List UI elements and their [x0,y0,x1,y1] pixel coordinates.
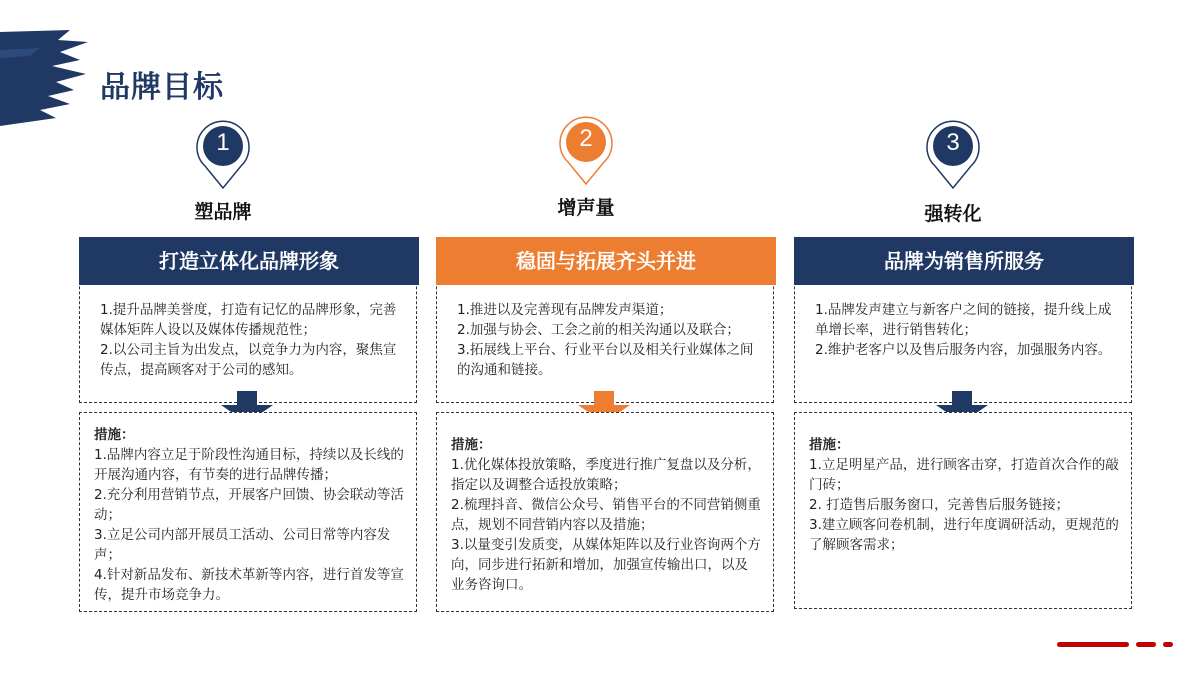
description-text-2: 1.推进以及完善现有品牌发声渠道； 2.加强与协会、工会之前的相关沟通以及联合； 3.拓展线上平台、行业平台以及相关行业媒体之间的沟通和链接。 [457,302,754,378]
measures-box-2 [436,412,774,612]
header-banner-2: 稳固与拓展齐头并进 [436,237,776,285]
measures-box-1 [79,412,417,612]
pin-number-2: 2 [579,125,593,152]
header-banner-1: 打造立体化品牌形象 [79,237,419,285]
measures-title-2: 措施： [451,437,492,453]
measures-title-1: 措施： [94,427,135,443]
pin-marker-1 [193,118,253,190]
red-line-decoration [1057,642,1129,647]
pin-marker-2 [556,114,616,186]
page-title: 品牌目标 [100,70,224,105]
measures-text-1: 1.品牌内容立足于阶段性沟通目标，持续以及长线的开展沟通内容，有节奏的进行品牌传播； 2.充分利用营销节点，开展客户回馈、协会联动等活动； 3.立足公司内部开展员工活动、公司日常等内容发声； 4.针对新品发布、新技术革新等内容，进行首发等宣传，提升市场竞争力。 [94,447,404,603]
pillar-label-1: 塑品牌 [194,201,252,223]
pin-number-3: 3 [946,129,960,156]
measures-text-2: 1.优化媒体投放策略，季度进行推广复盘以及分析，指定以及调整合适投放策略； 2.梳理抖音、微信公众号、销售平台的不同营销侧重点，规划不同营销内容以及措施； 3.以量变引发质变，从媒体矩阵以及行业咨询两个方向，同步进行拓新和增加，加强宣传输出口，以及业务咨询口。 [451,457,761,593]
pillar-label-3: 强转化 [924,203,982,225]
description-text-3: 1.品牌发声建立与新客户之间的链接，提升线上成单增长率，进行销售转化； 2.维护老客户以及售后服务内容，加强服务内容。 [815,302,1112,358]
pillar-label-2: 增声量 [557,197,615,219]
pin-marker-3 [923,118,983,190]
pin-number-1: 1 [216,129,230,156]
header-banner-3: 品牌为销售所服务 [794,237,1134,285]
red-dash-decoration [1136,642,1156,647]
brush-stroke-decoration [0,30,100,130]
measures-text-3: 1.立足明星产品，进行顾客击穿，打造首次合作的敲门砖； 2. 打造售后服务窗口，完善售后服务链接； 3.建立顾客问卷机制，进行年度调研活动，更规范的了解顾客需求； [809,457,1119,553]
measures-box-3 [794,412,1132,609]
red-dot-decoration [1163,642,1173,647]
description-text-1: 1.提升品牌美誉度，打造有记忆的品牌形象，完善媒体矩阵人设以及媒体传播规范性； 2.以公司主旨为出发点，以竞争力为内容，聚焦宣传点，提高顾客对于公司的感知。 [100,302,397,378]
measures-title-3: 措施： [809,437,850,453]
